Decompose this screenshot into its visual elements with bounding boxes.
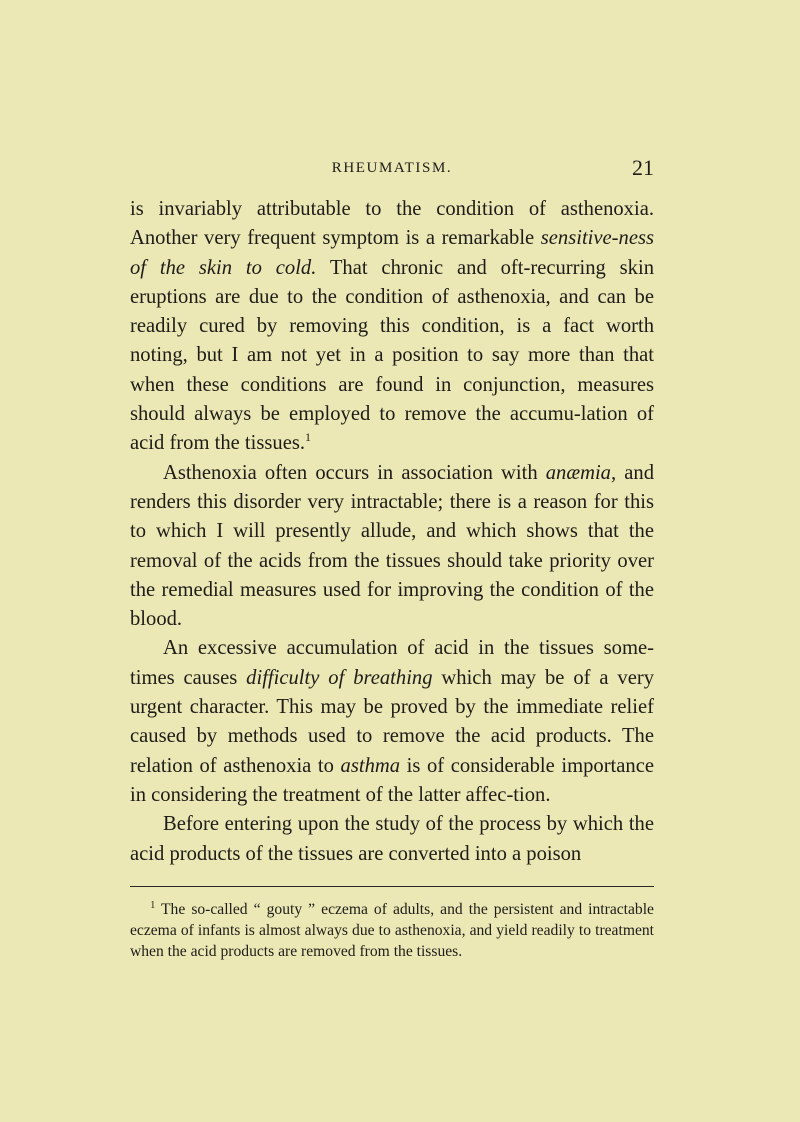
footnote-marker: 1 [150, 899, 156, 911]
paragraph [130, 459, 654, 635]
text-run: Asthenoxia often occurs in association with [162, 461, 546, 484]
paragraph [130, 810, 654, 869]
text-run: An excessive accumulation of acid in the tissues some-times causes [130, 637, 654, 689]
text-run: Before entering upon the study of the process by which the acid products of the tissues are converted into a poison [130, 813, 654, 865]
paragraph [130, 634, 654, 810]
italic-phrase: sensitive-ness of the skin to cold. [130, 227, 654, 279]
book-page [130, 155, 655, 962]
text-run: is invariably attributable to the condition of asthenoxia. Another very frequent symptom is a remarkable [130, 198, 654, 250]
running-title: RHEUMATISM. [331, 160, 453, 176]
text-run: and renders this disorder very intractable; there is a reason for this to which I will presently allude, and which shows that the removal of the acids from the tissues should take priority over the remedial measures used for improving the condition of the blood. [130, 461, 654, 631]
text-run: which may be of a very urgent character. This may be proved by the immediate relief caused by methods used to remove the acid products. The relation of asthenoxia to [130, 666, 655, 777]
footnote-text: The so-called “ gouty ” eczema of adults, and the persistent and intractable eczema of infants is almost always due to asthenoxia, and yield readily to treatment when the acid products are removed from the tissues. [130, 900, 654, 960]
text-run: That chronic and oft-recurring skin eruptions are due to the condition of asthenoxia, and can be readily cured by removing this condition, is a fact worth noting, but I am not yet in a position to say more than that when these conditions are found in conjunction, measures should always be employed to remove the accumu-lation of acid from the tissues. [130, 256, 654, 455]
body-text [130, 195, 654, 869]
text-run: is of considerable importance in considering the treatment of the latter affec-tion. [130, 754, 655, 806]
running-head [130, 155, 654, 186]
italic-phrase: difficulty of breathing [246, 666, 433, 689]
page-number: 21 [632, 155, 654, 180]
footnote-reference: 1 [305, 430, 312, 445]
footnote [130, 899, 654, 962]
italic-phrase: anæmia, [545, 461, 617, 484]
paragraph [130, 195, 654, 459]
footnote-divider [130, 886, 654, 887]
italic-phrase: asthma [340, 754, 401, 777]
